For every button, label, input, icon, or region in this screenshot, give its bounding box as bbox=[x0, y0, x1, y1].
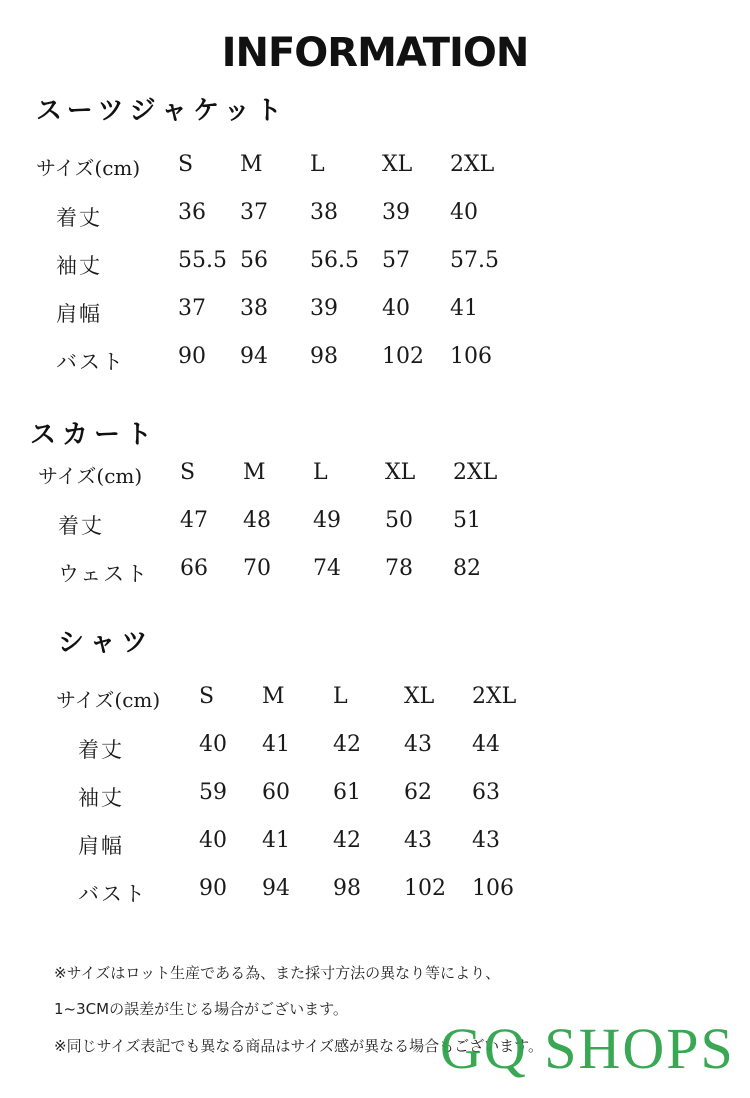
size-column-header: M bbox=[243, 460, 266, 485]
measurement-value: 98 bbox=[333, 876, 361, 901]
size-column-header: L bbox=[310, 152, 325, 177]
page-title: INFORMATION bbox=[221, 30, 529, 76]
measurement-value: 90 bbox=[199, 876, 227, 901]
measurement-value: 60 bbox=[262, 780, 290, 805]
measurement-value: 90 bbox=[178, 344, 206, 369]
measurement-value: 41 bbox=[450, 296, 478, 321]
measurement-value: 43 bbox=[404, 732, 432, 757]
measurement-value: 41 bbox=[262, 828, 290, 853]
measurement-value: 102 bbox=[382, 344, 424, 369]
size-column-header: XL bbox=[385, 460, 416, 485]
measurement-value: 98 bbox=[310, 344, 338, 369]
size-column-header: XL bbox=[404, 684, 435, 709]
measurement-value: 42 bbox=[333, 732, 361, 757]
measurement-label: バスト bbox=[56, 350, 125, 374]
measurement-value: 70 bbox=[243, 556, 271, 581]
measurement-value: 49 bbox=[313, 508, 341, 533]
size-header-label: サイズ(cm) bbox=[38, 464, 143, 488]
measurement-value: 38 bbox=[310, 200, 338, 225]
measurement-value: 40 bbox=[450, 200, 478, 225]
measurement-label: 肩幅 bbox=[78, 834, 124, 858]
section-title: スカート bbox=[30, 420, 159, 450]
measurement-value: 74 bbox=[313, 556, 341, 581]
size-column-header: S bbox=[178, 152, 194, 177]
measurement-value: 43 bbox=[404, 828, 432, 853]
measurement-value: 94 bbox=[262, 876, 290, 901]
measurement-label: ウェスト bbox=[58, 562, 150, 586]
size-column-header: XL bbox=[382, 152, 413, 177]
measurement-value: 43 bbox=[472, 828, 500, 853]
measurement-value: 44 bbox=[472, 732, 500, 757]
size-column-header: 2XL bbox=[472, 684, 517, 709]
measurement-value: 78 bbox=[385, 556, 413, 581]
size-column-header: L bbox=[333, 684, 348, 709]
size-column-header: 2XL bbox=[453, 460, 498, 485]
size-column-header: S bbox=[199, 684, 215, 709]
measurement-value: 82 bbox=[453, 556, 481, 581]
measurement-value: 61 bbox=[333, 780, 361, 805]
measurement-label: 着丈 bbox=[56, 206, 102, 230]
measurement-value: 50 bbox=[385, 508, 413, 533]
measurement-label: 袖丈 bbox=[56, 254, 102, 278]
measurement-value: 51 bbox=[453, 508, 481, 533]
measurement-value: 57.5 bbox=[450, 248, 499, 273]
measurement-value: 57 bbox=[382, 248, 410, 273]
measurement-value: 63 bbox=[472, 780, 500, 805]
measurement-value: 37 bbox=[178, 296, 206, 321]
measurement-value: 39 bbox=[382, 200, 410, 225]
measurement-value: 40 bbox=[199, 732, 227, 757]
measurement-value: 47 bbox=[180, 508, 208, 533]
section-title: シャツ bbox=[58, 628, 154, 658]
note-line-2: 1~3CMの誤差が生じる場合がございます。 bbox=[54, 1000, 348, 1018]
measurement-value: 40 bbox=[382, 296, 410, 321]
measurement-value: 41 bbox=[262, 732, 290, 757]
size-column-header: S bbox=[180, 460, 196, 485]
measurement-value: 106 bbox=[450, 344, 492, 369]
measurement-label: 着丈 bbox=[58, 514, 104, 538]
note-line-1: ※サイズはロット生産である為、また採寸方法の異なり等により、 bbox=[54, 964, 501, 982]
measurement-value: 37 bbox=[240, 200, 268, 225]
measurement-value: 94 bbox=[240, 344, 268, 369]
measurement-label: 着丈 bbox=[78, 738, 124, 762]
measurement-value: 36 bbox=[178, 200, 206, 225]
size-column-header: L bbox=[313, 460, 328, 485]
shop-watermark: GQ SHOPS bbox=[440, 1016, 735, 1081]
measurement-value: 42 bbox=[333, 828, 361, 853]
measurement-value: 59 bbox=[199, 780, 227, 805]
measurement-value: 48 bbox=[243, 508, 271, 533]
measurement-label: バスト bbox=[78, 882, 147, 906]
measurement-label: 袖丈 bbox=[78, 786, 124, 810]
size-column-header: M bbox=[240, 152, 263, 177]
measurement-value: 55.5 bbox=[178, 248, 227, 273]
measurement-value: 39 bbox=[310, 296, 338, 321]
size-column-header: M bbox=[262, 684, 285, 709]
section-title: スーツジャケット bbox=[36, 96, 288, 126]
measurement-value: 62 bbox=[404, 780, 432, 805]
measurement-value: 38 bbox=[240, 296, 268, 321]
note-line-3: ※同じサイズ表記でも異なる商品はサイズ感が異なる場合もございます。 bbox=[54, 1037, 543, 1055]
measurement-value: 106 bbox=[472, 876, 514, 901]
size-header-label: サイズ(cm) bbox=[36, 156, 141, 180]
measurement-label: 肩幅 bbox=[56, 302, 102, 326]
measurement-value: 102 bbox=[404, 876, 446, 901]
measurement-value: 66 bbox=[180, 556, 208, 581]
measurement-value: 56 bbox=[240, 248, 268, 273]
measurement-value: 40 bbox=[199, 828, 227, 853]
measurement-value: 56.5 bbox=[310, 248, 359, 273]
size-header-label: サイズ(cm) bbox=[56, 688, 161, 712]
size-column-header: 2XL bbox=[450, 152, 495, 177]
